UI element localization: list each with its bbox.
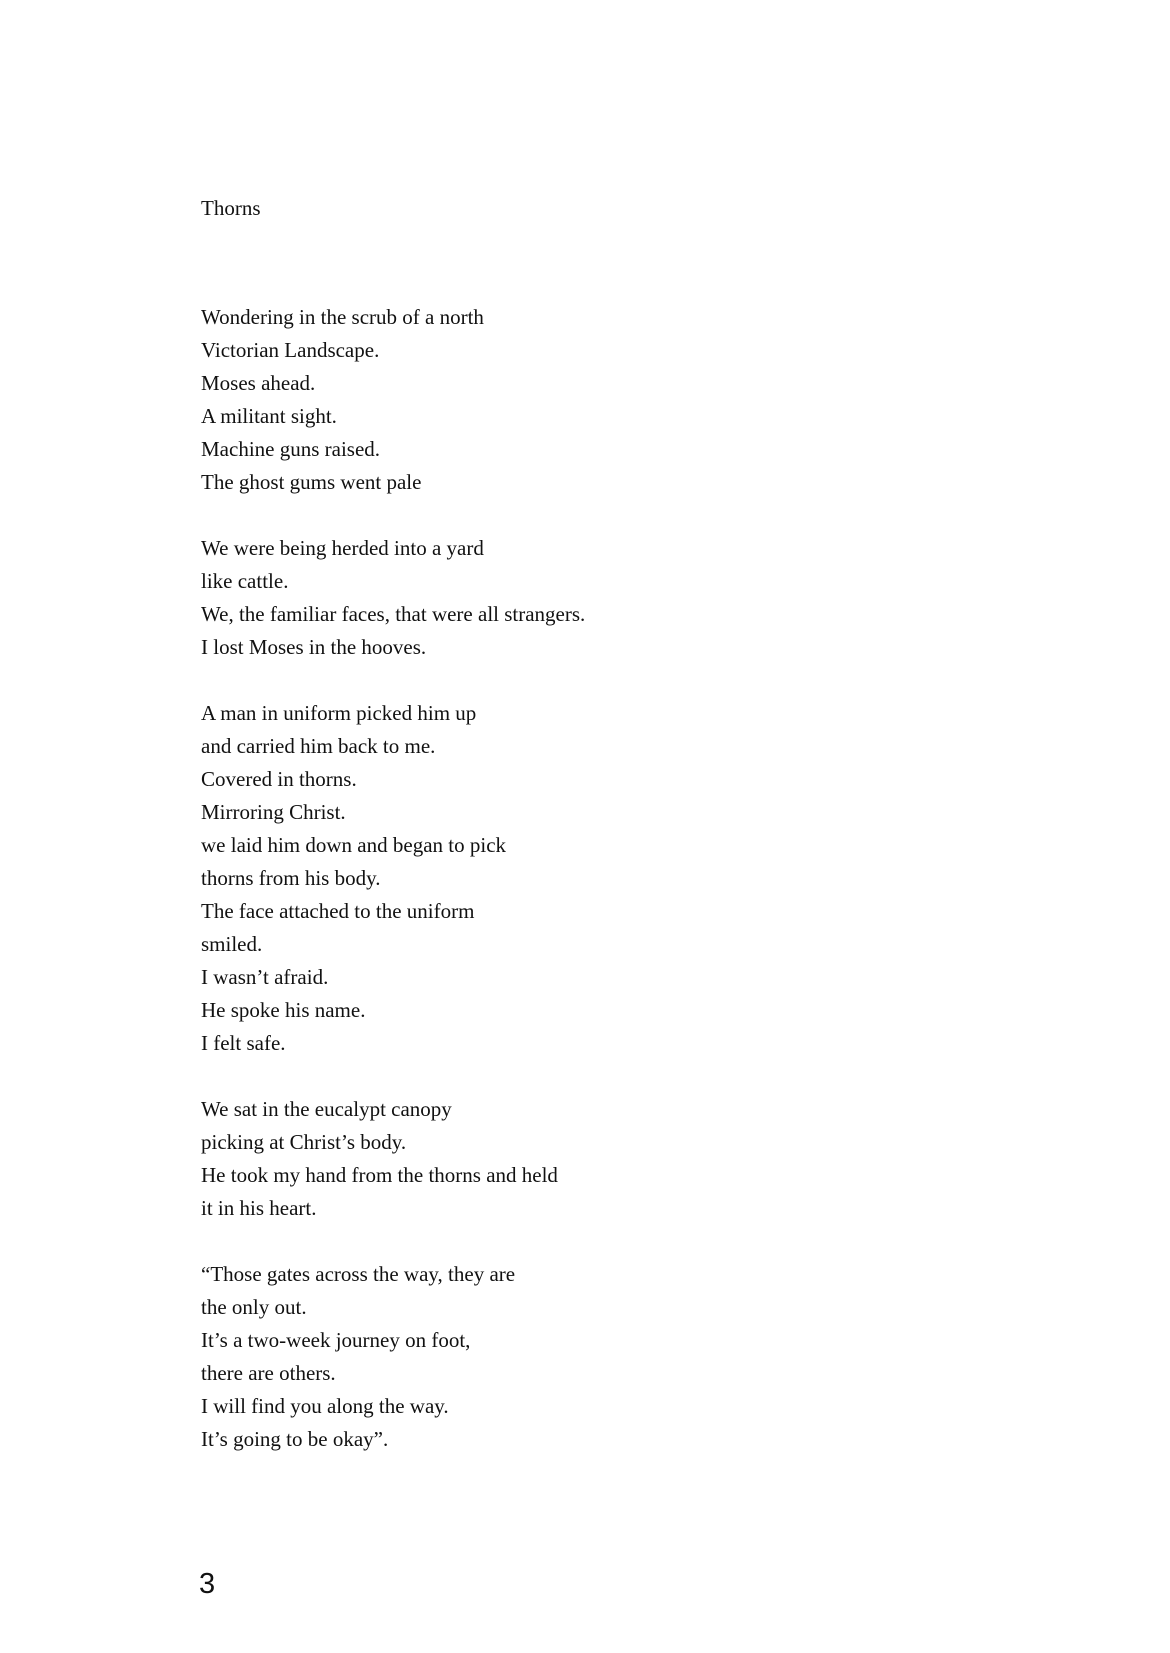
poem-line: We sat in the eucalypt canopy <box>201 1097 452 1121</box>
poem-line: and carried him back to me. <box>201 734 436 758</box>
poem-line: smiled. <box>201 932 263 956</box>
poem-line: He took my hand from the thorns and held <box>201 1163 558 1187</box>
poem-line: I will find you along the way. <box>201 1394 449 1418</box>
poem-title: Thorns <box>201 196 261 220</box>
poem-line: The face attached to the uniform <box>201 899 475 923</box>
stanza-3 <box>201 697 901 1060</box>
poem-line: it in his heart. <box>201 1196 317 1220</box>
poem-line: A militant sight. <box>201 404 337 428</box>
poem-line: A man in uniform picked him up <box>201 701 477 725</box>
poem-body <box>201 301 901 1489</box>
stanza-4 <box>201 1093 901 1225</box>
poem-line: picking at Christ’s body. <box>201 1130 407 1154</box>
poem-line: there are others. <box>201 1361 336 1385</box>
poem-line: “Those gates across the way, they are <box>201 1262 516 1286</box>
poem-line: Covered in thorns. <box>201 767 357 791</box>
poem-line: Moses ahead. <box>201 371 316 395</box>
poem-line: the only out. <box>201 1295 307 1319</box>
poem-line: like cattle. <box>201 569 289 593</box>
poem-line: we laid him down and began to pick <box>201 833 507 857</box>
poem-line: We were being herded into a yard <box>201 536 484 560</box>
stanza-5 <box>201 1258 901 1456</box>
poem-line: We, the familiar faces, that were all strangers. <box>201 602 586 626</box>
poem-line: It’s a two-week journey on foot, <box>201 1328 471 1352</box>
poem-line: The ghost gums went pale <box>201 470 422 494</box>
poem-line: He spoke his name. <box>201 998 366 1022</box>
poem-line: It’s going to be okay”. <box>201 1427 389 1451</box>
poem-line: I lost Moses in the hooves. <box>201 635 427 659</box>
poem-line: Victorian Landscape. <box>201 338 380 362</box>
poem-line: Machine guns raised. <box>201 437 381 461</box>
poem-line: Wondering in the scrub of a north <box>201 305 484 329</box>
page-number: 3 <box>199 1568 216 1600</box>
poem-line: thorns from his body. <box>201 866 381 890</box>
poem-line: I felt safe. <box>201 1031 286 1055</box>
stanza-2 <box>201 532 901 664</box>
stanza-1 <box>201 301 901 499</box>
poem-line: Mirroring Christ. <box>201 800 346 824</box>
poem-line: I wasn’t afraid. <box>201 965 329 989</box>
